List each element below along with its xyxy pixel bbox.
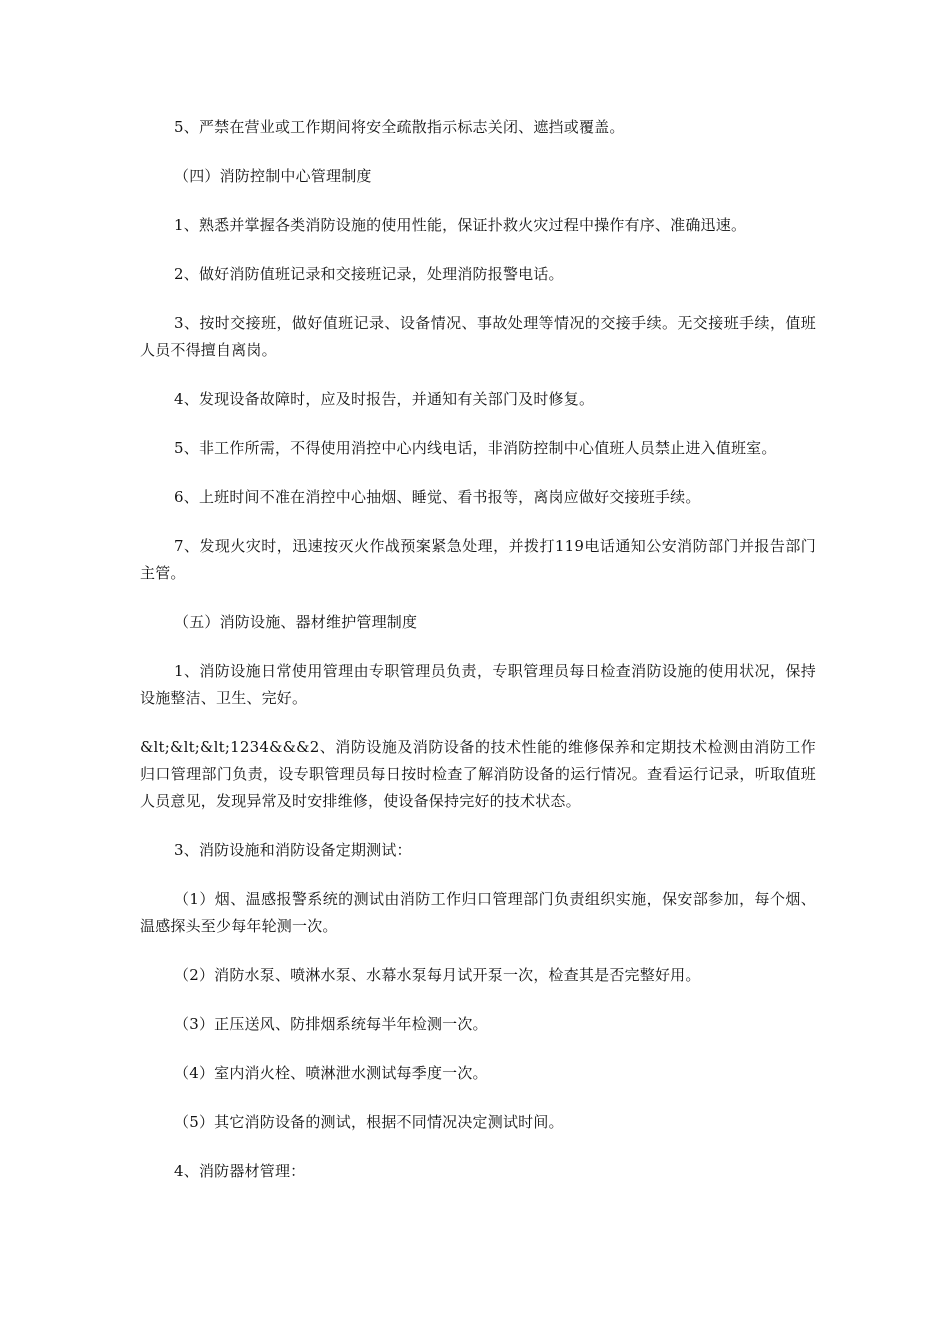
paragraph-maintenance-rule-4: 4、消防器材管理： <box>174 1162 306 1180</box>
paragraph-test-item-2: （2）消防水泵、喷淋水泵、水幕水泵每月试开泵一次，检查其是否完整好用。 <box>174 966 701 984</box>
paragraph-control-center-rule-3: 3、按时交接班，做好值班记录、设备情况、事故处理等情况的交接手续。无交接班手续，值班人员不得擅自离岗。 <box>140 314 816 359</box>
paragraph-test-item-3: （3）正压送风、防排烟系统每半年检测一次。 <box>174 1015 488 1033</box>
paragraph-maintenance-rule-3: 3、消防设施和消防设备定期测试： <box>174 841 412 859</box>
paragraph-control-center-rule-5: 5、非工作所需，不得使用消控中心内线电话，非消防控制中心值班人员禁止进入值班室。 <box>174 439 777 457</box>
paragraph-safety-sign-rule: 5、严禁在营业或工作期间将安全疏散指示标志关闭、遮挡或覆盖。 <box>174 118 625 136</box>
paragraph-control-center-rule-4: 4、发现设备故障时，应及时报告，并通知有关部门及时修复。 <box>174 390 595 408</box>
document-body <box>140 114 816 1207</box>
paragraph-control-center-rule-7: 7、发现火灾时，迅速按灭火作战预案紧急处理，并拨打119电话通知公安消防部门并报告部门主管。 <box>140 537 816 582</box>
paragraph-test-item-5: （5）其它消防设备的测试，根据不同情况决定测试时间。 <box>174 1113 564 1131</box>
paragraph-control-center-rule-6: 6、上班时间不准在消控中心抽烟、睡觉、看书报等，离岗应做好交接班手续。 <box>174 488 701 506</box>
paragraph-control-center-rule-2: 2、做好消防值班记录和交接班记录，处理消防报警电话。 <box>174 265 564 283</box>
paragraph-test-item-4: （4）室内消火栓、喷淋泄水测试每季度一次。 <box>174 1064 488 1082</box>
paragraph-maintenance-rule-2: &lt;&lt;&lt;1234&&&2、消防设施及消防设备的技术性能的维修保养和定期技术检测由消防工作归口管理部门负责，设专职管理员每日按时检查了解消防设备的运行情况。查看运行记录，听取值班人员意见，发现异常及时安排维修，使设备保持完好的技术状态。 <box>140 738 816 810</box>
paragraph-maintenance-rule-1: 1、消防设施日常使用管理由专职管理员负责，专职管理员每日检查消防设施的使用状况，保持设施整洁、卫生、完好。 <box>140 662 816 707</box>
paragraph-test-item-1: （1）烟、温感报警系统的测试由消防工作归口管理部门负责组织实施，保安部参加，每个烟、温感探头至少每年轮测一次。 <box>140 890 816 935</box>
paragraph-control-center-rule-1: 1、熟悉并掌握各类消防设施的使用性能，保证扑救火灾过程中操作有序、准确迅速。 <box>174 216 747 234</box>
section-heading-control-center: （四）消防控制中心管理制度 <box>174 167 372 185</box>
section-heading-maintenance: （五）消防设施、器材维护管理制度 <box>174 613 418 631</box>
